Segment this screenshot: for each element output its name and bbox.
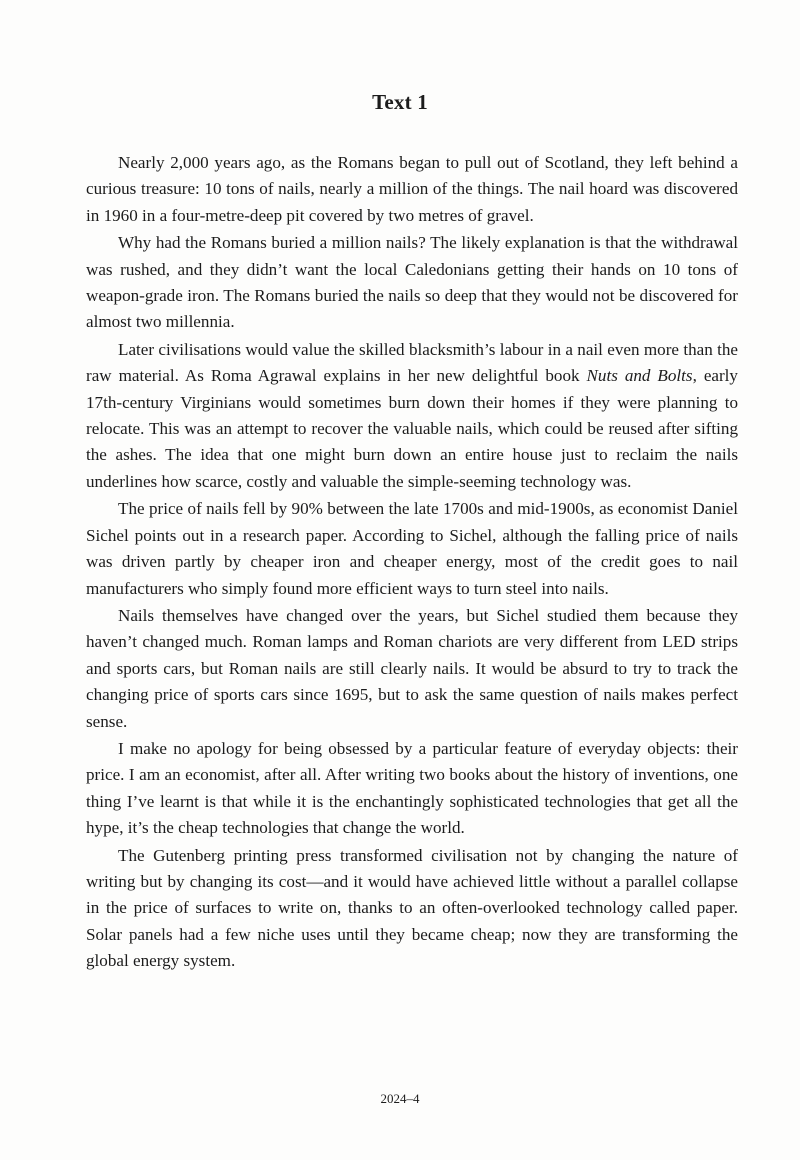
paragraph-text: I make no apology for being obsessed by a particular feature of everyday objects: their price. I am an economist, after all. After writing two books about the history of inventions, one thing I’ve learnt is that while it is the enchantingly sophisticated technologies that get all the hype, it’s the cheap technologies that change the world. xyxy=(86,738,738,838)
paragraph-text: The Gutenberg printing press transformed civilisation not by changing the nature of writing but by changing its cost—and it would have achieved little without a parallel collapse in the price of surfaces to write on, thanks to an often-overlooked technology called paper. Solar panels had a few niche uses until they became cheap; now they are transforming the global energy system. xyxy=(86,845,738,971)
paragraph xyxy=(86,496,738,602)
paragraph xyxy=(86,843,738,975)
book-title-italic: Nuts and Bolts xyxy=(586,366,693,386)
paragraph-text: , early 17th-century Virginians would sometimes burn down their homes if they were planning to relocate. This was an attempt to recover the valuable nails, which could be reused after sifting the ashes. The idea that one might burn down an entire house just to reclaim the nails underlines how scarce, costly and valuable the simple-seeming technology was. xyxy=(86,366,738,491)
paragraph xyxy=(86,603,738,735)
paragraph xyxy=(86,337,738,495)
paragraph-text: Nearly 2,000 years ago, as the Romans began to pull out of Scotland, they left behind a curious treasure: 10 tons of nails, nearly a million of the things. The nail hoard was discovered in 1960 in a four-metre-deep pit covered by two metres of gravel. xyxy=(86,153,738,225)
paragraph-text: Why had the Romans buried a million nails? The likely explanation is that the withdrawal was rushed, and they didn’t want the local Caledonians getting their hands on 10 tons of weapon-grade iron. The Romans buried the nails so deep that they would not be discovered for almost two millennia. xyxy=(86,233,738,332)
article-body xyxy=(86,150,738,975)
paragraph xyxy=(86,736,738,842)
paragraph-text: Later civilisations would value the skilled blacksmith’s labour in a nail even more than the raw material. As Roma Agrawal explains in her new delightful book xyxy=(86,339,738,386)
document-title: Text 1 xyxy=(372,90,428,114)
paragraph xyxy=(86,230,738,336)
page-footer: 2024–4 xyxy=(380,1091,420,1106)
paragraph-text: The price of nails fell by 90% between the late 1700s and mid-1900s, as economist Daniel Sichel points out in a research paper. According to Sichel, although the falling price of nails was driven partly by cheaper iron and cheaper energy, most of the credit goes to nail manufacturers who simply found more efficient ways to turn steel into nails. xyxy=(86,499,738,598)
paragraph xyxy=(86,150,738,229)
paragraph-text: Nails themselves have changed over the years, but Sichel studied them because they haven’t changed much. Roman lamps and Roman chariots are very different from LED strips and sports cars, but Roman nails are still clearly nails. It would be absurd to try to track the changing price of sports cars since 1695, but to ask the same question of nails makes perfect sense. xyxy=(86,605,738,731)
